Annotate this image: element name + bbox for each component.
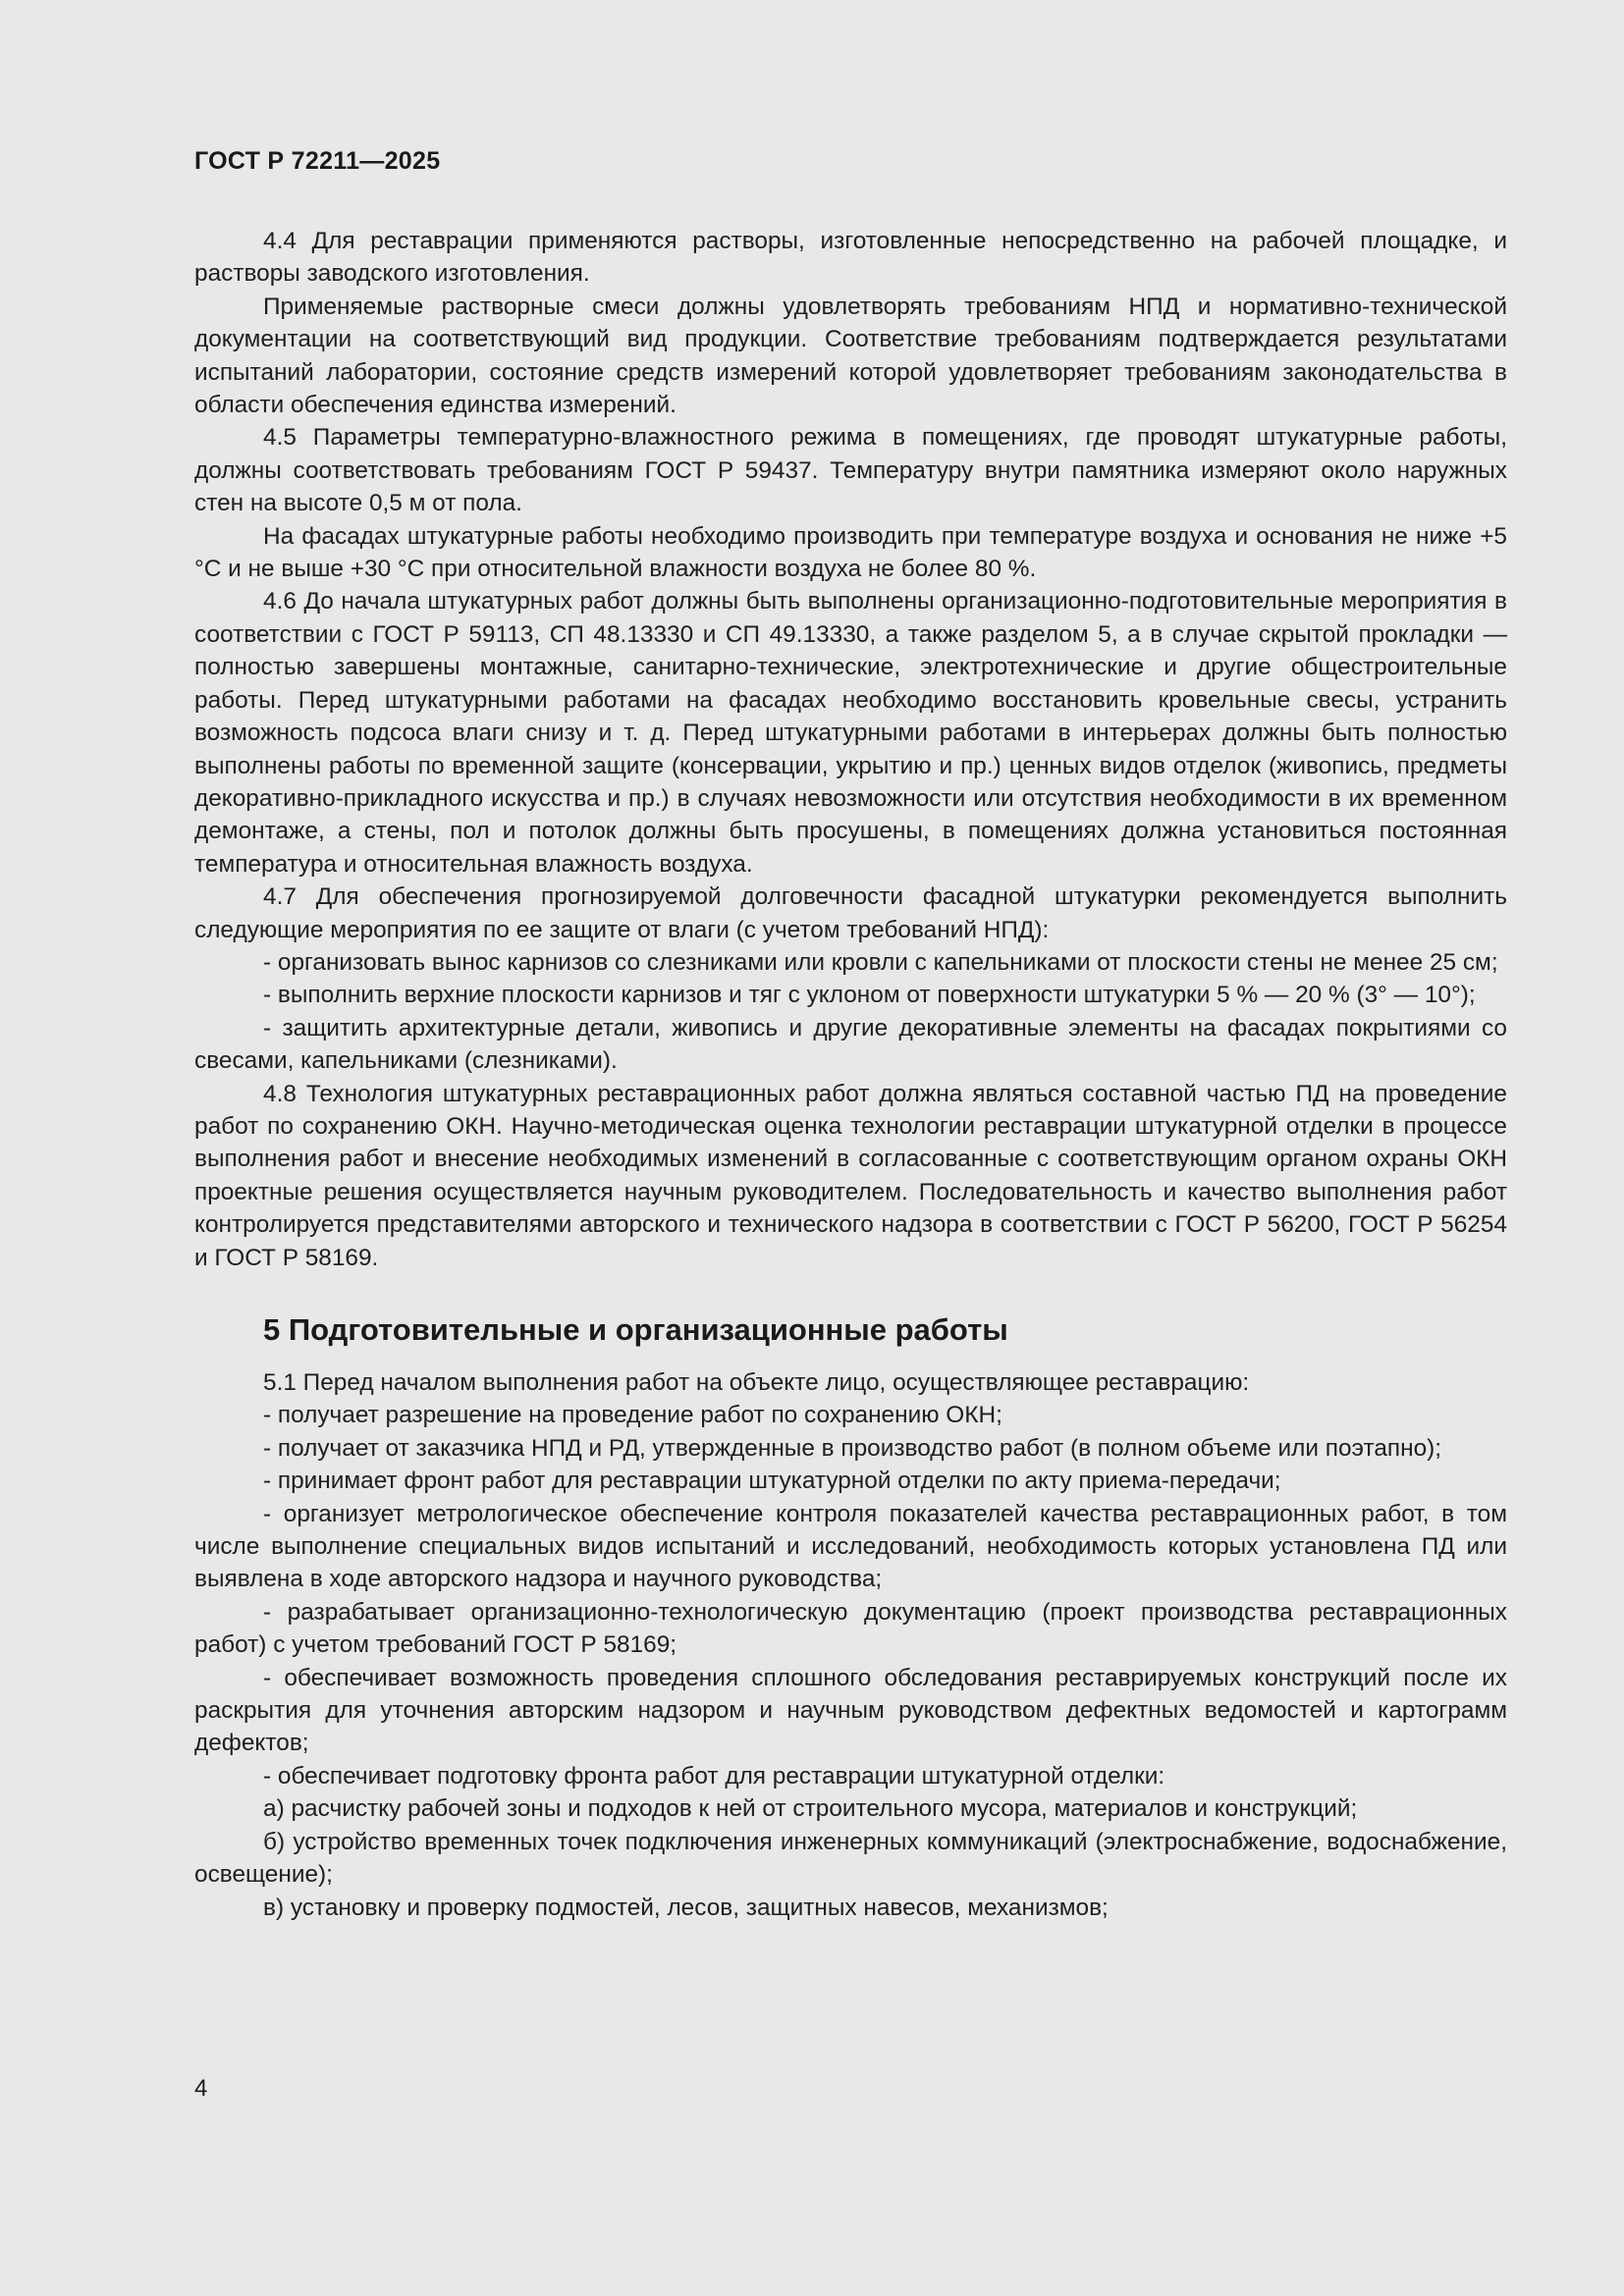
list-item-inspection: - обеспечивает возможность проведения сплошного обследования реставрируемых конструкций после их раскрытия для уточнения авторским надзором и научным руководством дефектных ведомостей и картограмм дефектов; (194, 1664, 1507, 1757)
list-item-cornices: - организовать вынос карнизов со слезниками или кровли с капельниками от плоскости стены не менее 25 см; (263, 948, 1498, 976)
list-item-slope: - выполнить верхние плоскости карнизов и тяг с уклоном от поверхности штукатурки 5 % — 20 % (3° — 10°); (263, 982, 1476, 1009)
list-item-documents: - получает от заказчика НПД и РД, утвержденные в производство работ (в полном объеме или поэтапно); (263, 1434, 1442, 1462)
sublist-item-b: б) устройство временных точек подключения инженерных коммуникаций (электроснабжение, водоснабжение, освещение); (194, 1828, 1507, 1889)
section-title-5: 5 Подготовительные и организационные работы (263, 1312, 1008, 1347)
document-code-header: ГОСТ Р 72211—2025 (194, 147, 441, 175)
list-item-metrology: - организует метрологическое обеспечение контроля показателей качества реставрационных работ, в том числе выполнение специальных видов испытаний и исследований, необходимость которых установлена ПД или выявлена в ходе авторского надзора и научного руководства; (194, 1500, 1507, 1593)
paragraph-4-6: 4.6 До начала штукатурных работ должны быть выполнены организационно-подготовительные мероприятия в соответствии с ГОСТ Р 59113, СП 48.13330 и СП 49.13330, а также разделом 5, а в случае скрытой прокладки — полностью завершены монтажные, санитарно-технические, электротехнические и другие общестроительные работы. Перед штукатурными работами на фасадах необходимо восстановить кровельные свесы, устранить возможность подсоса влаги снизу и т. д. Перед штукатурными работами в интерьерах должны быть полностью выполнены работы по временной защите (консервации, укрытию и пр.) ценных видов отделок (живопись, предметы декоративно-прикладного искусства и пр.) в случаях невозможности или отсутствия необходимости в их временном демонтаже, а стены, пол и потолок должны быть просушены, в помещениях должна установиться постоянная температура и относительная влажность воздуха. (194, 588, 1507, 878)
paragraph-4-4: 4.4 Для реставрации применяются растворы, изготовленные непосредственно на рабочей площадке, и растворы заводского изготовления. (194, 228, 1507, 288)
paragraph-facade-temperature: На фасадах штукатурные работы необходимо производить при температуре воздуха и основания не ниже +5 °С и не выше +30 °С при относительной влажности воздуха не более 80 %. (194, 522, 1507, 583)
sublist-item-v: в) установку и проверку подмостей, лесов, защитных навесов, механизмов; (263, 1894, 1109, 1921)
paragraph-4-5: 4.5 Параметры температурно-влажностного режима в помещениях, где проводят штукатурные работы, должны соответствовать требованиям ГОСТ Р 59437. Температуру внутри памятника измеряют около наружных стен на высоте 0,5 м от пола. (194, 424, 1507, 517)
page-number: 4 (194, 2075, 208, 2102)
paragraph-4-8: 4.8 Технология штукатурных реставрационных работ должна являться составной частью ПД на проведение работ по сохранению ОКН. Научно-методическая оценка технологии реставрации штукатурной отделки в процессе выполнения работ и внесение необходимых изменений в согласованные с соответствующим органом охраны ОКН проектные решения осуществляется научным руководителем. Последовательность и качество выполнения работ контролируется представителями авторского и технического надзора в соответствии с ГОСТ Р 56200, ГОСТ Р 56254 и ГОСТ Р 58169. (194, 1080, 1507, 1271)
list-item-documentation: - разрабатывает организационно-технологическую документацию (проект производства реставрационных работ) с учетом требований ГОСТ Р 58169; (194, 1598, 1507, 1659)
list-item-permit: - получает разрешение на проведение работ по сохранению ОКН; (263, 1402, 1002, 1429)
document-body (194, 225, 1507, 1924)
list-item-front-acceptance: - принимает фронт работ для реставрации штукатурной отделки по акту приема-передачи; (263, 1468, 1281, 1495)
paragraph-4-7: 4.7 Для обеспечения прогнозируемой долговечности фасадной штукатурки рекомендуется выполнить следующие мероприятия по ее защите от влаги (с учетом требований НПД): (194, 883, 1507, 943)
paragraph-mixtures: Применяемые растворные смеси должны удовлетворять требованиям НПД и нормативно-технической документации на соответствующий вид продукции. Соответствие требованиям подтверждается результатами испытаний лаборатории, состояние средств измерений которой удовлетворяет требованиям законодательства в области обеспечения единства измерений. (194, 293, 1507, 419)
sublist-item-a: а) расчистку рабочей зоны и подходов к ней от строительного мусора, материалов и конструкций; (263, 1795, 1358, 1823)
list-item-protection: - защитить архитектурные детали, живопись и другие декоративные элементы на фасадах покрытиями со свесами, капельниками (слезниками). (194, 1014, 1507, 1075)
list-item-front-preparation: - обеспечивает подготовку фронта работ для реставрации штукатурной отделки: (263, 1762, 1165, 1789)
paragraph-5-1: 5.1 Перед началом выполнения работ на объекте лицо, осуществляющее реставрацию: (263, 1369, 1250, 1396)
